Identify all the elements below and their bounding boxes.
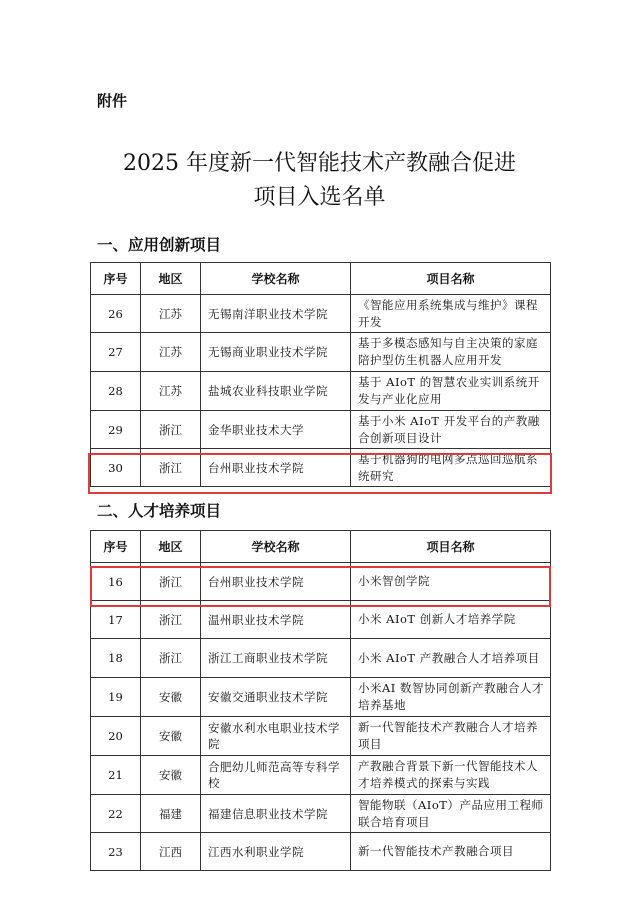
cell-project: 新一代智能技术产教融合人才培养项目 (351, 717, 551, 756)
cell-school: 安徽水利水电职业技术学院 (201, 717, 351, 756)
cell-project: 基于多模态感知与自主决策的家庭陪护型仿生机器人应用开发 (351, 333, 551, 372)
header-project: 项目名称 (351, 263, 551, 295)
table-row (91, 717, 551, 756)
cell-school: 台州职业技术学院 (201, 563, 351, 601)
attachment-label: 附件 (97, 92, 128, 110)
cell-region: 江苏 (141, 333, 201, 372)
table-row (91, 449, 551, 487)
cell-region: 安徽 (141, 756, 201, 795)
cell-region: 福建 (141, 795, 201, 833)
cell-no: 29 (91, 411, 141, 449)
cell-no: 18 (91, 639, 141, 678)
table-row (91, 333, 551, 372)
cell-project: 小米 AIoT 创新人才培养学院 (351, 601, 551, 639)
cell-no: 28 (91, 372, 141, 411)
table-row (91, 563, 551, 601)
header-school: 学校名称 (201, 263, 351, 295)
cell-school: 温州职业技术学院 (201, 601, 351, 639)
table-row (91, 601, 551, 639)
cell-school: 安徽交通职业技术学院 (201, 678, 351, 717)
cell-project: 智能物联（AIoT）产品应用工程师联合培育项目 (351, 795, 551, 833)
cell-project: 小米 AIoT 产教融合人才培养项目 (351, 639, 551, 678)
cell-region: 浙江 (141, 411, 201, 449)
cell-project: 基于小米 AIoT 开发平台的产教融合创新项目设计 (351, 411, 551, 449)
cell-no: 19 (91, 678, 141, 717)
header-project: 项目名称 (351, 531, 551, 563)
cell-school: 盐城农业科技职业学院 (201, 372, 351, 411)
cell-region: 安徽 (141, 717, 201, 756)
application-innovation-table (90, 262, 551, 487)
section-heading-application: 一、应用创新项目 (97, 236, 222, 254)
table-row (91, 795, 551, 833)
cell-school: 台州职业技术学院 (201, 449, 351, 487)
cell-no: 20 (91, 717, 141, 756)
header-region: 地区 (141, 263, 201, 295)
cell-project: 《智能应用系统集成与维护》课程开发 (351, 295, 551, 333)
cell-school: 金华职业技术大学 (201, 411, 351, 449)
cell-region: 浙江 (141, 449, 201, 487)
cell-no: 16 (91, 563, 141, 601)
cell-project: 新一代智能技术产教融合项目 (351, 833, 551, 871)
table-row (91, 411, 551, 449)
header-region: 地区 (141, 531, 201, 563)
cell-no: 23 (91, 833, 141, 871)
talent-training-table (90, 530, 551, 871)
cell-project: 小米AI 数智协同创新产教融合人才培养基地 (351, 678, 551, 717)
cell-school: 无锡南洋职业技术学院 (201, 295, 351, 333)
cell-no: 26 (91, 295, 141, 333)
table-row (91, 833, 551, 871)
cell-no: 27 (91, 333, 141, 372)
cell-school: 浙江工商职业技术学院 (201, 639, 351, 678)
cell-no: 30 (91, 449, 141, 487)
header-no: 序号 (91, 263, 141, 295)
header-school: 学校名称 (201, 531, 351, 563)
cell-school: 合肥幼儿师范高等专科学校 (201, 756, 351, 795)
cell-school: 无锡商业职业技术学院 (201, 333, 351, 372)
table-row (91, 295, 551, 333)
table-row (91, 756, 551, 795)
cell-project: 基于机器狗的电网多点巡回巡航系统研究 (351, 449, 551, 487)
cell-project: 产教融合背景下新一代智能技术人才培养模式的探索与实践 (351, 756, 551, 795)
cell-school: 福建信息职业技术学院 (201, 795, 351, 833)
section-heading-talent: 二、人才培养项目 (97, 502, 222, 520)
table-row (91, 639, 551, 678)
table-row (91, 372, 551, 411)
cell-region: 江苏 (141, 295, 201, 333)
cell-region: 浙江 (141, 563, 201, 601)
cell-project: 基于 AIoT 的智慧农业实训系统开发与产业化应用 (351, 372, 551, 411)
cell-region: 安徽 (141, 678, 201, 717)
cell-region: 浙江 (141, 601, 201, 639)
cell-no: 22 (91, 795, 141, 833)
table-header-row (91, 263, 551, 295)
cell-school: 江西水利职业学院 (201, 833, 351, 871)
table-header-row (91, 531, 551, 563)
cell-no: 17 (91, 601, 141, 639)
cell-no: 21 (91, 756, 141, 795)
header-no: 序号 (91, 531, 141, 563)
cell-region: 浙江 (141, 639, 201, 678)
cell-region: 江苏 (141, 372, 201, 411)
cell-region: 江西 (141, 833, 201, 871)
table-row (91, 678, 551, 717)
page-title-line1: 2025 年度新一代智能技术产教融合促进 (123, 151, 516, 176)
page-title-line2: 项目入选名单 (253, 185, 386, 210)
cell-project: 小米智创学院 (351, 563, 551, 601)
